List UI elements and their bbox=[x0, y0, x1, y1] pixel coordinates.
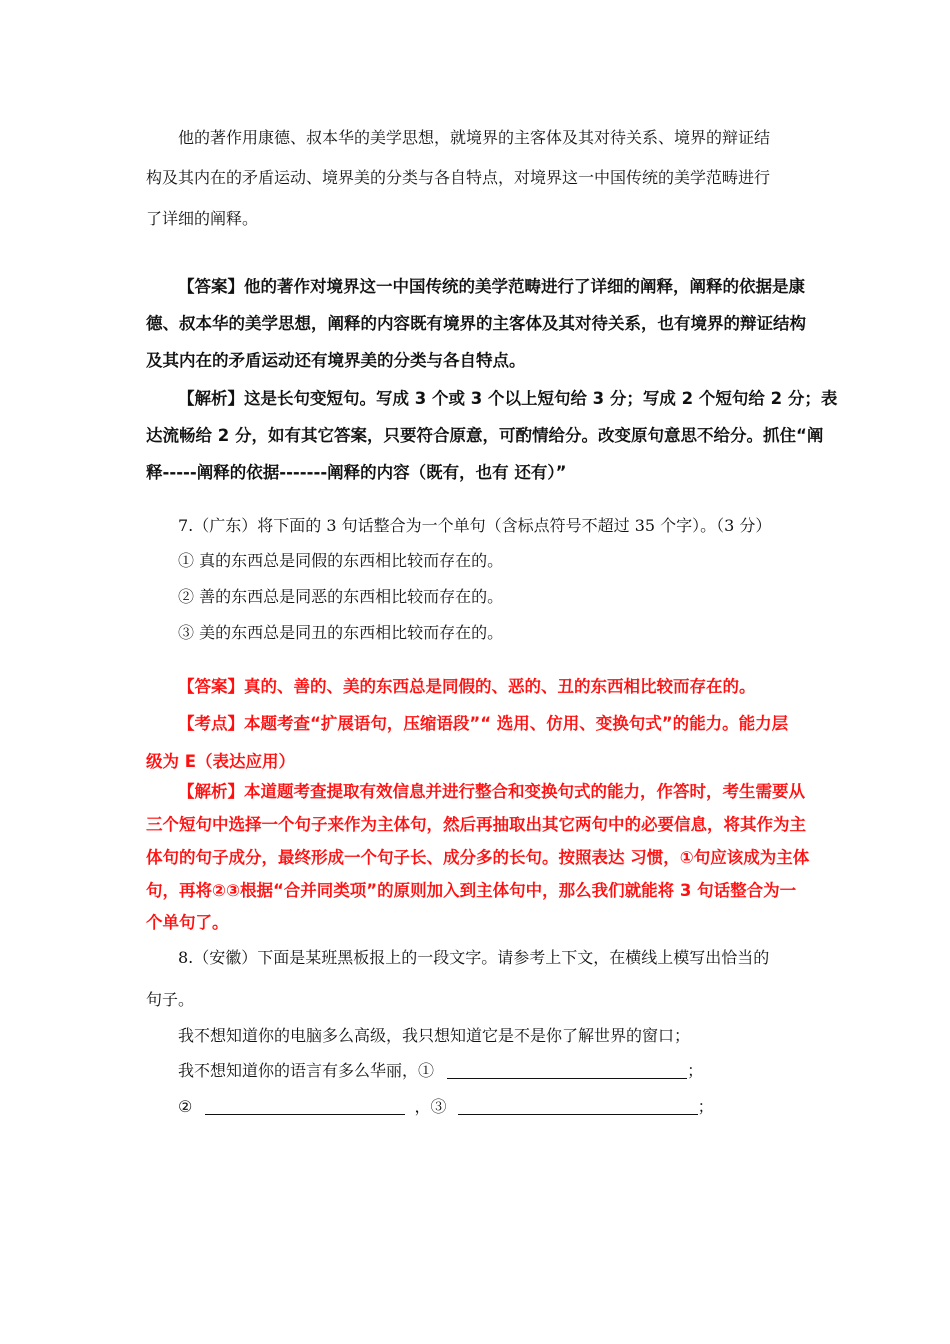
blank-3[interactable] bbox=[458, 1098, 698, 1115]
marker-3: ③ bbox=[430, 1097, 447, 1116]
q8-blanks-row bbox=[178, 1097, 714, 1117]
q7-analysis-line-3: 体句的句子成分，最终形成一个句子长、成分多的长句。按照表达 习惯，①句应该成为主体 bbox=[146, 848, 810, 867]
semicolon: ； bbox=[687, 1061, 704, 1080]
q6-answer-line-3: 及其内在的矛盾运动还有境界美的分类与各自特点。 bbox=[146, 351, 526, 370]
q7-analysis-line-1: 【解析】本道题考查提取有效信息并进行整合和变换句式的能力，作答时，考生需要从 bbox=[178, 782, 805, 801]
q8-example-line-1: 我不想知道你的电脑多么高级，我只想知道它是不是你了解世界的窗口； bbox=[178, 1026, 691, 1045]
q7-point-line-1: 【考点】本题考查“扩展语句，压缩语段”“ 选用、仿用、变换句式”的能力。能力层 bbox=[178, 714, 789, 733]
passage-line-2: 构及其内在的矛盾运动、境界美的分类与各自特点，对境界这一中国传统的美学范畴进行 bbox=[146, 168, 771, 187]
q7-sentence-3: ③ 美的东西总是同丑的东西相比较而存在的。 bbox=[178, 623, 504, 642]
q7-analysis-line-2: 三个短句中选择一个句子来作为主体句，然后再抽取出其它两句中的必要信息，将其作为主 bbox=[146, 815, 806, 834]
q8-example-line-2-row bbox=[178, 1061, 703, 1081]
blank-1[interactable] bbox=[447, 1062, 687, 1079]
q7-point-line-2: 级为 E（表达应用） bbox=[146, 752, 296, 771]
q8-stem-line-1: 8.（安徽）下面是某班黑板报上的一段文字。请参考上下文，在横线上模写出恰当的 bbox=[178, 948, 770, 967]
semicolon-2: ； bbox=[697, 1097, 714, 1116]
q6-answer-line-1: 【答案】他的著作对境界这一中国传统的美学范畴进行了详细的阐释，阐释的依据是康 bbox=[178, 277, 805, 296]
passage-line-3: 了详细的阐释。 bbox=[146, 209, 259, 228]
q6-analysis-line-3: 释-----阐释的依据-------阐释的内容（既有，也有 还有）” bbox=[146, 463, 567, 482]
q6-analysis-line-2: 达流畅给 2 分，如有其它答案，只要符合原意，可酌情给分。改变原句意思不给分。抓住“阐 bbox=[146, 426, 824, 445]
q6-analysis-line-1: 【解析】这是长句变短句。写成 3 个或 3 个以上短句给 3 分；写成 2 个短句给 2 分；表 bbox=[178, 389, 838, 408]
passage-line-1: 他的著作用康德、叔本华的美学思想，就境界的主客体及其对待关系、境界的辩证结 bbox=[178, 128, 771, 147]
q6-answer-line-2: 德、叔本华的美学思想，阐释的内容既有境界的主客体及其对待关系，也有境界的辩证结构 bbox=[146, 314, 806, 333]
comma: ， bbox=[414, 1097, 431, 1116]
q8-stem-line-2: 句子。 bbox=[146, 990, 195, 1009]
blank-2[interactable] bbox=[205, 1098, 405, 1115]
q8-example-line-2: 我不想知道你的语言有多么华丽，① bbox=[178, 1061, 435, 1080]
q7-analysis-line-4: 句，再将②③根据“合并同类项”的原则加入到主体句中，那么我们就能将 3 句话整合为一 bbox=[146, 881, 797, 900]
marker-2: ② bbox=[178, 1097, 193, 1116]
q7-answer: 【答案】真的、善的、美的东西总是同假的、恶的、丑的东西相比较而存在的。 bbox=[178, 677, 756, 696]
q7-stem: 7.（广东）将下面的 3 句话整合为一个单句（含标点符号不超过 35 个字）。（3 分） bbox=[178, 516, 772, 535]
q7-sentence-2: ② 善的东西总是同恶的东西相比较而存在的。 bbox=[178, 587, 504, 606]
q7-sentence-1: ① 真的东西总是同假的东西相比较而存在的。 bbox=[178, 551, 504, 570]
q7-analysis-line-5: 个单句了。 bbox=[146, 913, 229, 932]
